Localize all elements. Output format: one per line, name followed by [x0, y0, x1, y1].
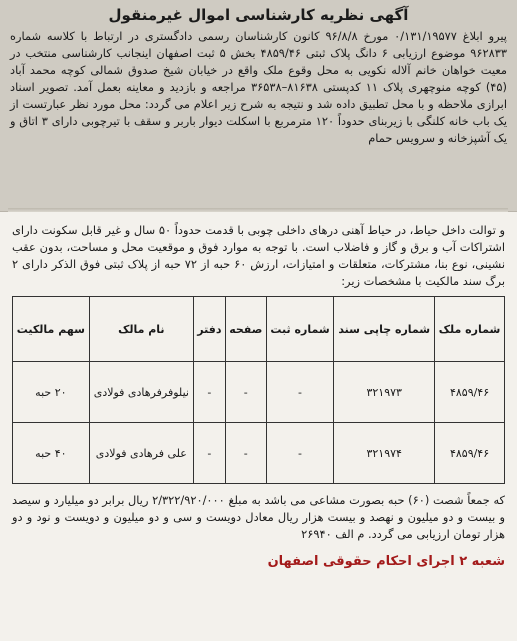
- clipping-upper: [0, 0, 517, 212]
- cell-book: -: [193, 362, 225, 423]
- cell-ownership-share: ۴۰ حبه: [13, 423, 90, 484]
- table-row: [13, 423, 505, 484]
- cell-property-number: ۴۸۵۹/۴۶: [435, 423, 505, 484]
- cell-page: -: [225, 362, 266, 423]
- cell-book: -: [193, 423, 225, 484]
- table-header-row: [13, 297, 505, 362]
- col-ownership-share: سهم مالکیت: [13, 297, 90, 362]
- col-book: دفتر: [193, 297, 225, 362]
- ownership-table: [12, 296, 505, 484]
- cell-property-number: ۴۸۵۹/۴۶: [435, 362, 505, 423]
- table-row: [13, 362, 505, 423]
- col-page: صفحه: [225, 297, 266, 362]
- cell-registration-number: -: [266, 362, 334, 423]
- cell-owner-name: علی فرهادی فولادی: [89, 423, 193, 484]
- cell-registration-number: -: [266, 423, 334, 484]
- cell-ownership-share: ۲۰ حبه: [13, 362, 90, 423]
- col-property-number: شماره ملک: [435, 297, 505, 362]
- cell-printed-deed-number: ۳۲۱۹۷۴: [334, 423, 435, 484]
- cell-page: -: [225, 423, 266, 484]
- notice-conclusion: که جمعاً شصت (۶۰) حبه بصورت مشاعی می باشد به مبلغ ۲/۳۲۲/۹۲۰/۰۰۰ ریال برابر دو میلیارد و سیصد و بیست و دو میلیون و نهصد و بیست هزار ریال معادل دویست و سی و دو میلیون و دویست و نود و دو هزار تومان ارزیابی می گردد. م الف ۲۶۹۴۰: [12, 493, 505, 541]
- notice-body: و توالت داخل حیاط، در حیاط آهنی درهای داخلی چوبی با قدمت حدوداً ۵۰ سال و غیر قابل سکونت دارای اشتراکات آب و برق و گاز و فاضلاب است. با توجه به موارد فوق و موقعیت محل و مساحت، بدون عقب نشینی، نوع بنا، مشترکات، متعلقات و امتیازات، ارزش ۶۰ حبه از ۷۲ حبه از پلاک ثبتی فوق الذکر دارای ۲ برگ سند مالکیت با مشخصات زیر:: [12, 223, 505, 288]
- notice-intro: پیرو ابلاغ ۰/۱۳۱/۱۹۵۷۷ مورخ ۹۶/۸/۸ کانون کارشناسان رسمی دادگستری در ارتباط با کلاسه شماره ۹۶۲۸۳۳ موضوع ارزیابی ۶ دانگ پلاک ثبتی ۴۸۵۹/۴۶ بخش ۵ ثبت اصفهان اینجانب کارشناسی منتخب در معیت خواهان خانم آلاله نکویی به محل وقوع ملک واقع در خیابان شیخ صدوق شمالی کوچه محمد آباد (۴۵) کوچه منوچهری پلاک ۱۱ کدپستی ۸۱۶۳۸–۳۶۵۳۸ مراجعه و بازدید و معاینه بعمل آمد. تصویر اسناد ابرازی ملاحظه و با محل تطبیق داده شد و نتیجه به شرح زیر اعلام می گردد: محل مورد نظر عبارتست از یک باب خانه کلنگی با زیربنای حدوداً ۱۲۰ مترمربع با اسکلت دیوار باربر و سقف با تیرچوبی دارای ۳ اتاق و یک آشپزخانه و سرویس حمام: [10, 29, 507, 145]
- col-owner-name: نام مالک: [89, 297, 193, 362]
- cell-owner-name: نیلوفرفرهادی فولادی: [89, 362, 193, 423]
- notice-title: آگهی نظریه کارشناسی اموال غیرمنقول: [108, 6, 409, 24]
- issuing-office-signature: شعبه ۲ اجرای احکام حقوقی اصفهان: [267, 554, 505, 570]
- clipping-lower: [0, 212, 517, 641]
- col-printed-deed-number: شماره چاپی سند: [334, 297, 435, 362]
- cell-printed-deed-number: ۳۲۱۹۷۳: [334, 362, 435, 423]
- col-registration-number: شماره ثبت: [266, 297, 334, 362]
